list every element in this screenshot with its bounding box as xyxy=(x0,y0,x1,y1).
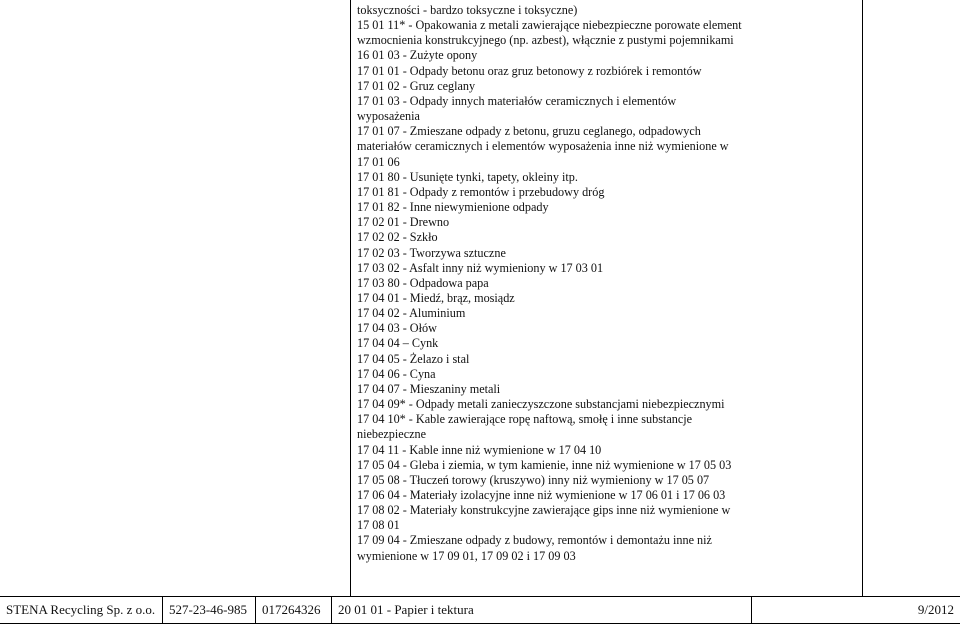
waste-list-item: 17 04 05 - Żelazo i stal xyxy=(357,351,470,366)
footer-company-name: STENA Recycling Sp. z o.o. xyxy=(0,597,163,623)
waste-list-item: 17 04 02 - Aluminium xyxy=(357,306,466,321)
waste-list-item: 17 04 07 - Mieszaniny metali xyxy=(357,381,501,396)
waste-list-item: 17 04 04 – Cynk xyxy=(357,336,439,351)
waste-list-item: 17 06 04 - Materiały izolacyjne inne niż wymienione w 17 06 01 i 17 06 03 xyxy=(357,488,726,502)
waste-list-item: 17 01 80 - Usunięte tynki, tapety, okleiny itp. xyxy=(357,169,578,184)
waste-list-item: 17 08 02 - Materiały konstrukcyjne zawierające gips inne niż wymienione w xyxy=(357,503,731,518)
footer-date: 9/2012 xyxy=(917,602,954,617)
waste-list-item: niebezpieczne xyxy=(357,427,427,442)
waste-list-item: 17 01 07 - Zmieszane odpady z betonu, gruzu ceglanego, odpadowych xyxy=(357,124,701,139)
waste-list-item: 17 04 03 - Ołów xyxy=(357,321,437,336)
waste-list-item: materiałów ceramicznych i elementów wyposażenia inne niż wymienione w xyxy=(357,139,729,154)
footer-nip: 527-23-46-985 xyxy=(163,597,256,623)
waste-list-item: 17 01 01 - Odpady betonu oraz gruz betonowy z rozbiórek i remontów xyxy=(357,63,702,78)
waste-list-item: 17 04 10* - Kable zawierające ropę naftową, smołę i inne substancje xyxy=(357,412,693,427)
waste-list-item: 17 09 04 - Zmieszane odpady z budowy, remontów i demontażu inne niż xyxy=(357,533,712,548)
waste-list-item: 17 03 02 - Asfalt inny niż wymieniony w 17 03 01 xyxy=(357,260,604,275)
waste-list-item: 17 03 80 - Odpadowa papa xyxy=(357,275,489,290)
table-vertical-line-left xyxy=(350,0,351,596)
waste-list-item: 17 01 02 - Gruz ceglany xyxy=(357,78,476,93)
waste-list-item: 15 01 11* - Opakowania z metali zawierające niebezpieczne porowate element xyxy=(357,18,742,33)
waste-list-item: wymienione w 17 09 01, 17 09 02 i 17 09 03 xyxy=(357,548,576,563)
waste-list-item: 17 05 04 - Gleba i ziemia, w tym kamienie, inne niż wymienione w 17 05 03 xyxy=(357,457,732,472)
footer-waste-code: 20 01 01 - Papier i tektura xyxy=(332,597,752,623)
waste-list-item: 17 01 06 xyxy=(357,154,400,169)
waste-list-item: 17 04 01 - Miedź, brąz, mosiądz xyxy=(357,290,515,305)
waste-list-item: 17 02 01 - Drewno xyxy=(357,215,450,230)
waste-list-item: toksyczności - bardzo toksyczne i toksyczne) xyxy=(357,3,578,17)
waste-list-item: 17 01 82 - Inne niewymienione odpady xyxy=(357,200,549,215)
waste-list-item: wyposażenia xyxy=(357,109,420,124)
waste-list-item: 17 01 81 - Odpady z remontów i przebudowy dróg xyxy=(357,184,605,199)
waste-list-item: 17 05 08 - Tłuczeń torowy (kruszywo) inny niż wymieniony w 17 05 07 xyxy=(357,472,710,487)
waste-list-item: 16 01 03 - Zużyte opony xyxy=(357,48,478,63)
waste-list-item: 17 04 09* - Odpady metali zanieczyszczone substancjami niebezpiecznymi xyxy=(357,397,725,412)
table-vertical-line-right xyxy=(862,0,863,596)
waste-code-list xyxy=(357,3,859,564)
footer-regon: 017264326 xyxy=(256,597,332,623)
waste-list-item: 17 04 11 - Kable inne niż wymienione w 17 04 10 xyxy=(357,442,602,457)
waste-list-item: wzmocnienia konstrukcyjnego (np. azbest), włącznie z pustymi pojemnikami xyxy=(357,33,734,48)
waste-list-item: 17 02 02 - Szkło xyxy=(357,230,438,245)
waste-list-item: 17 04 06 - Cyna xyxy=(357,366,436,381)
waste-list-item: 17 08 01 xyxy=(357,518,400,533)
waste-list-item: 17 01 03 - Odpady innych materiałów ceramicznych i elementów xyxy=(357,93,677,108)
waste-list-item: 17 02 03 - Tworzywa sztuczne xyxy=(357,245,506,260)
